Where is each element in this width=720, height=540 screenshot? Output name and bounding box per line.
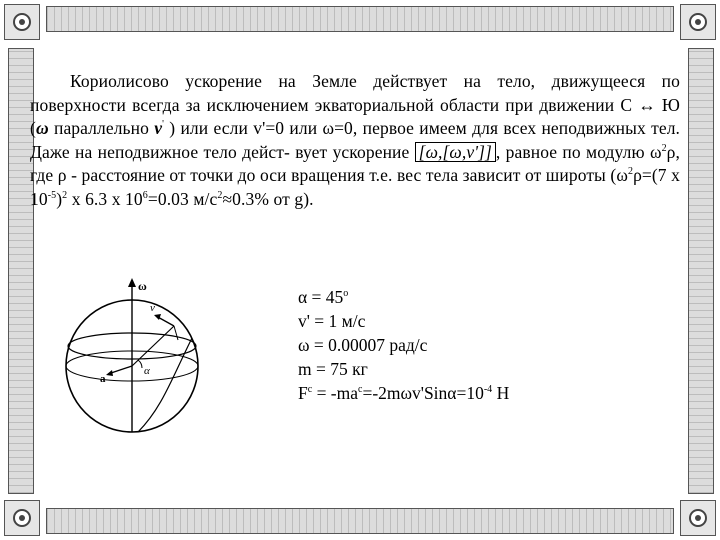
superscript: c [358,384,363,396]
param-mass: m = 75 кг [298,359,368,379]
text-line-7d: x 6.3 x 10 [67,188,143,209]
superscript: 2 [217,189,223,201]
param-omega: ω = 0.00007 рад/с [298,335,428,355]
param-velocity: v' = 1 м/с [298,311,366,331]
frame-corner-bottom-left [4,500,40,536]
acceleration-label: a [100,373,106,385]
frame-right-bar [688,48,714,494]
param-alpha-text: α = 45 [298,287,344,307]
velocity-arrowhead-icon [154,314,161,320]
text-line-1: Кориолисово ускорение на Земле действует на тело, движущееся [70,71,646,91]
angle-arc [138,360,142,368]
ring-icon [13,13,31,31]
ring-icon [13,509,31,527]
text-line-7f: ≈0.3% от g). [222,188,314,209]
text-line-3a: движении С ↔ Ю ( [30,94,680,138]
frame-corner-top-left [4,4,40,40]
text-line-7a: (ω [610,165,628,185]
ring-icon [689,13,707,31]
text-line-7c: ) [56,188,63,209]
superscript: c [307,384,313,396]
v-prime: ' [162,119,164,131]
local-vertical-line [174,326,178,340]
text-line-3b: параллельно [48,118,155,138]
velocity-label: v [150,302,155,314]
superscript: -5 [47,189,57,201]
frame-top-bar [46,6,674,32]
superscript: 2 [627,166,634,178]
v-vector: v [154,118,163,138]
superscript: o [343,288,349,300]
parameters-list [298,285,509,405]
axis-arrow-icon [128,278,136,287]
cross-product-box: [ω,[ω,v']] [415,142,496,162]
alpha-angle-label: α [144,365,150,377]
force-text: F [298,383,308,403]
frame-corner-bottom-right [680,500,716,536]
param-alpha [298,285,509,309]
globe-diagram [42,278,222,438]
ring-icon [689,509,707,527]
superscript: 2 [661,142,667,154]
superscript: -4 [483,384,493,396]
text-line-3c: ) или если v'=0 или ω=0, первое [164,118,415,138]
main-paragraph [30,70,680,211]
text-line-4: имеем для всех неподвижных тел. Даже на неподвижное тело дейст- [30,118,681,162]
frame-bottom-bar [46,508,674,534]
superscript: 2 [62,189,68,201]
frame-corner-top-right [680,4,716,40]
text-line-7e: =0.03 м/с [147,188,218,209]
text-line-2: по поверхности всегда за исключением экваториальной области при [30,71,680,115]
text-line-5a: вует ускорение [295,141,415,162]
omega-axis-label: ω [138,279,147,293]
force-text: Н [492,383,510,403]
superscript: 6 [142,189,148,201]
text-line-7b: ρ=(7 x 10 [30,165,680,209]
force-text: =-2mωv'Sinα=10 [362,383,484,403]
slide-content [22,70,686,490]
text-line-5c: ρ, где ρ - расстояние от [30,141,680,185]
force-text: = -ma [312,383,359,403]
text-line-6: точки до оси вращения т.е. вес тела зависит от широты [190,165,606,185]
acceleration-arrowhead-icon [106,370,113,376]
text-line-5b: , равное по модулю ω [495,141,662,162]
param-force [298,381,509,405]
omega-vector: ω [35,118,49,138]
